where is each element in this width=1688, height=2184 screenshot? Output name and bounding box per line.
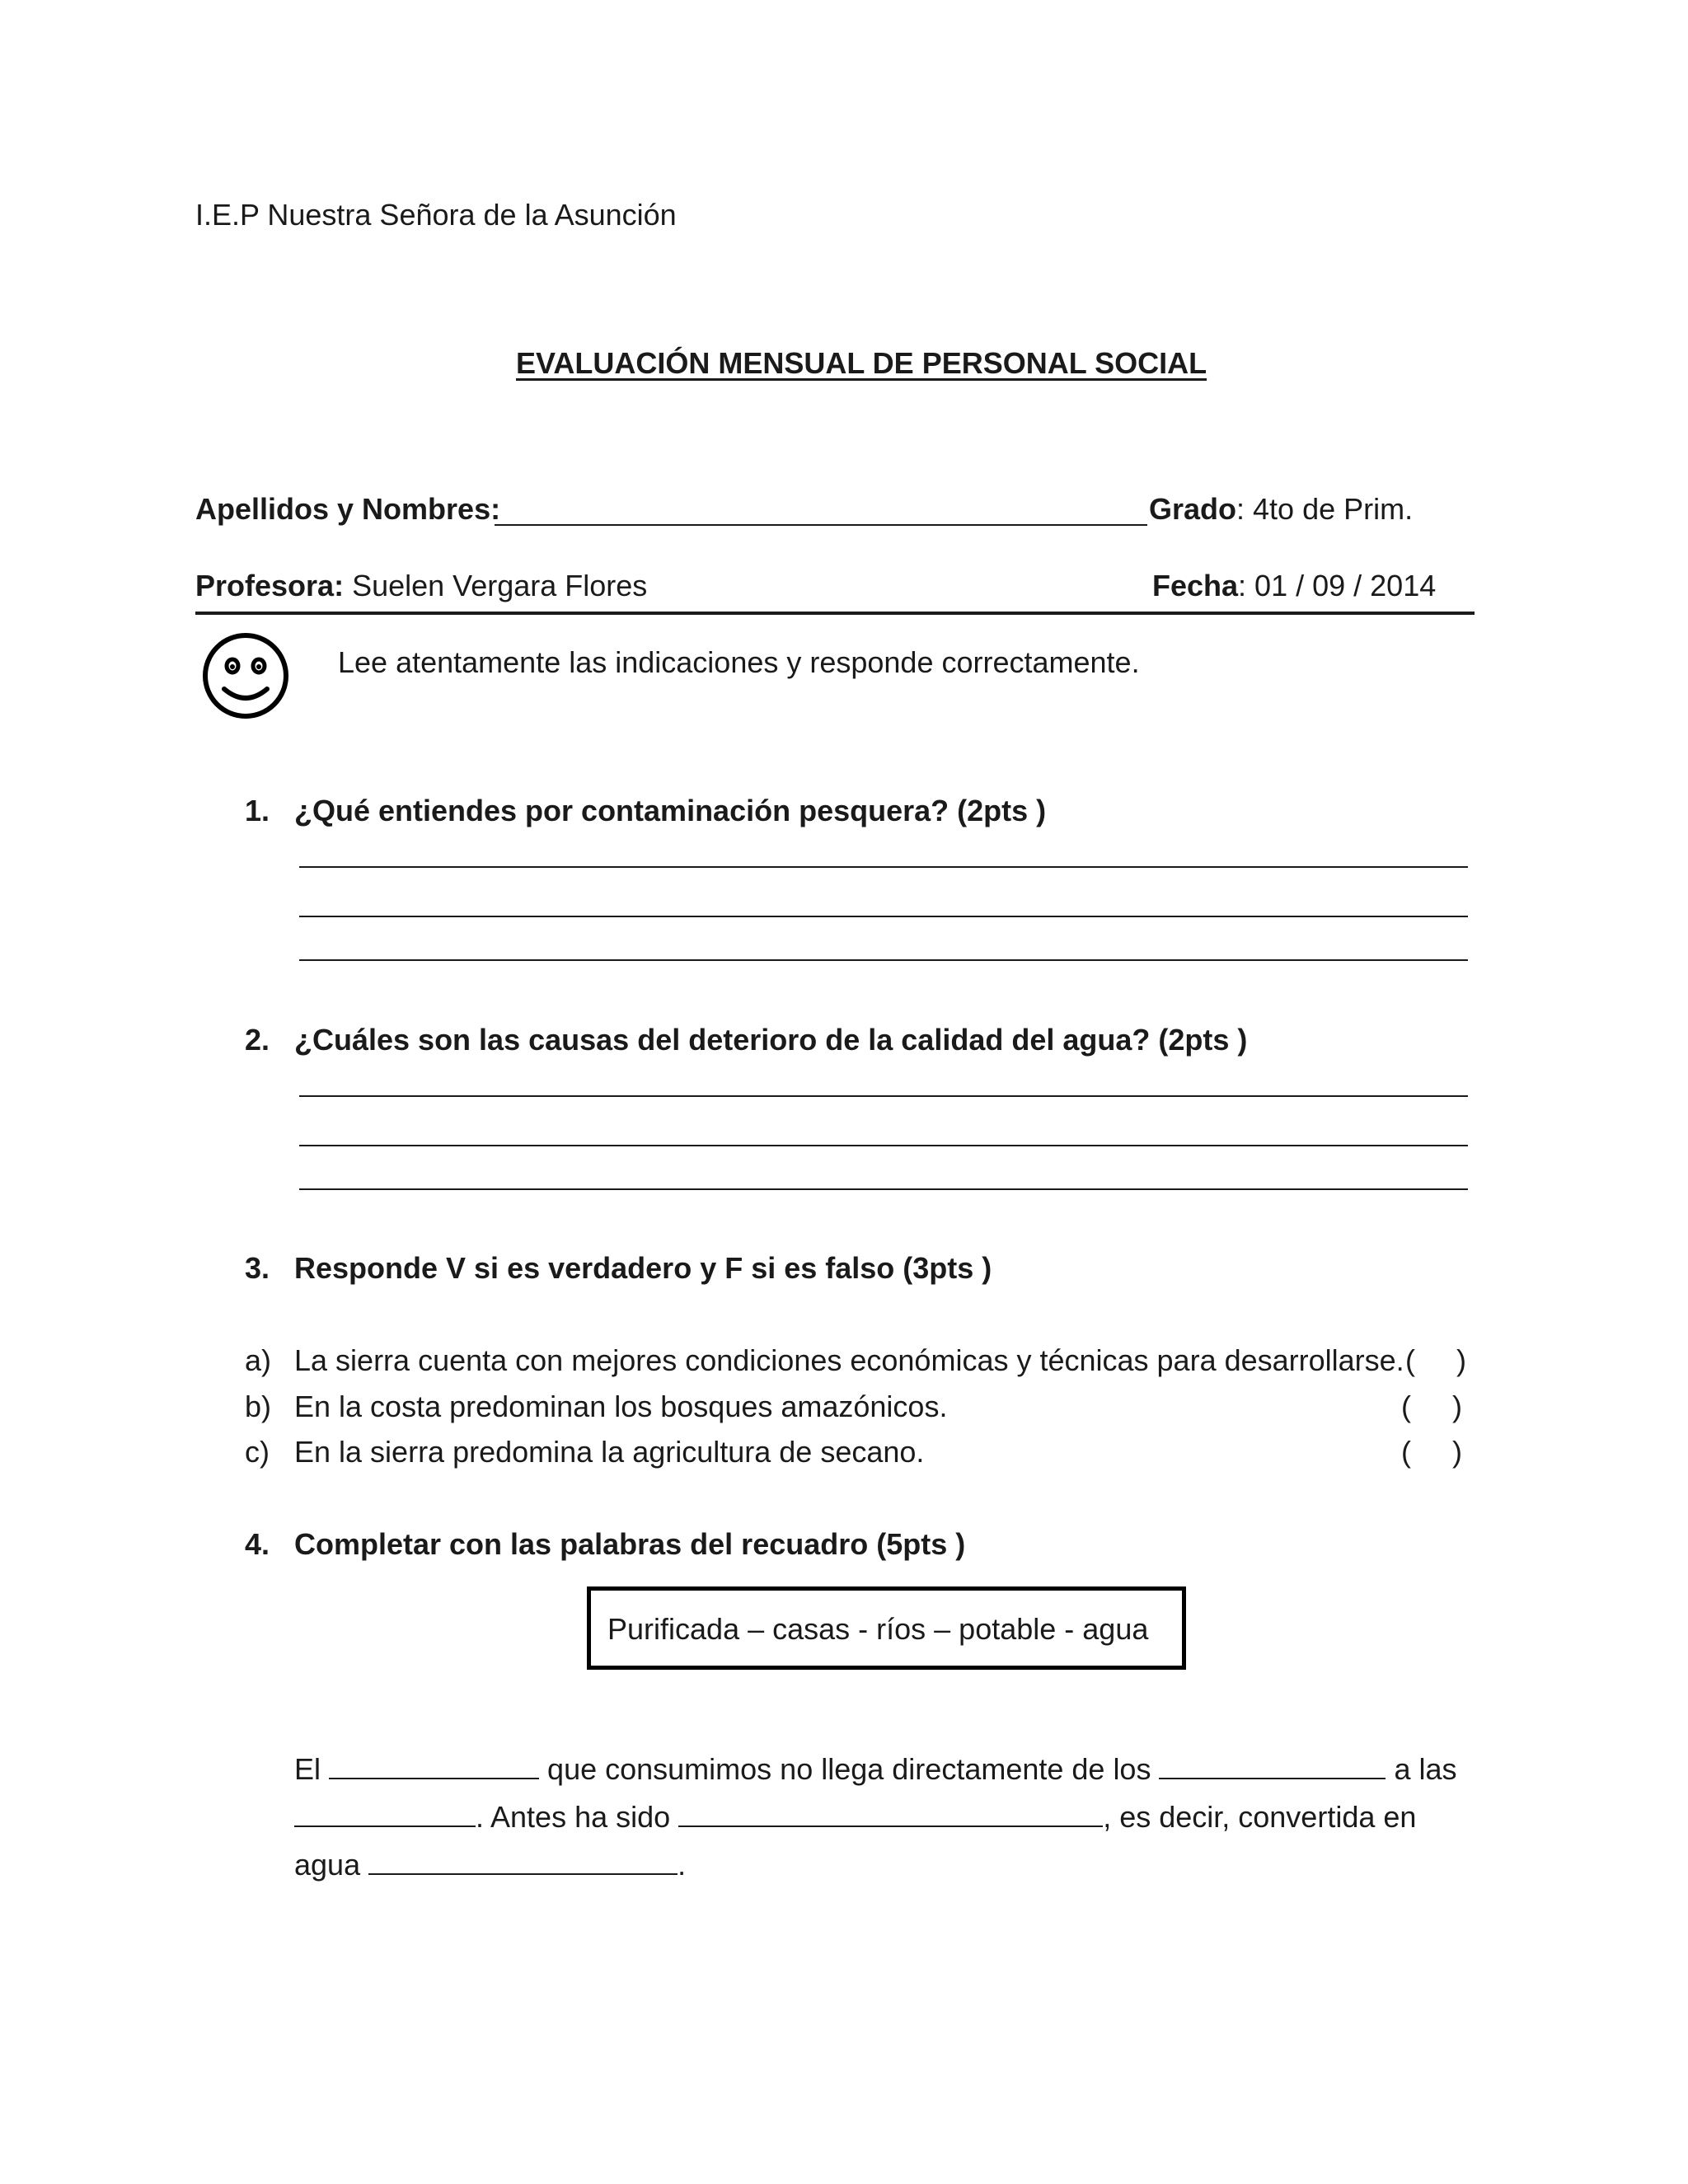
fill-text: El [294, 1752, 321, 1786]
exam-title: EVALUACIÓN MENSUAL DE PERSONAL SOCIAL [516, 346, 1207, 380]
question-1-number: 1. [245, 794, 270, 827]
school-name: I.E.P Nuestra Señora de la Asunción [195, 198, 677, 232]
answer-line[interactable] [299, 959, 1468, 961]
fill-paragraph [294, 1746, 1473, 1889]
tf-statement: La sierra cuenta con mejores condiciones económicas y técnicas para desarrollarse. [294, 1343, 1404, 1377]
question-2-number: 2. [245, 1023, 270, 1057]
question-4-text: Completar con las palabras del recuadro (5pts ) [294, 1527, 966, 1561]
date-label: Fecha [1152, 569, 1239, 602]
date-row [1152, 569, 1436, 603]
fill-blank[interactable] [368, 1849, 678, 1875]
smiley-icon [201, 631, 290, 720]
teacher-label: Profesora: [195, 569, 345, 602]
instructions-text: Lee atentamente las indicaciones y responde correctamente. [338, 645, 1140, 679]
fill-text: . Antes ha sido [476, 1800, 671, 1834]
tf-letter: c) [245, 1435, 270, 1469]
teacher-value: Suelen Vergara Flores [352, 569, 648, 602]
header-divider [195, 612, 1475, 615]
date-value: : 01 / 09 / 2014 [1238, 569, 1437, 602]
question-4-number: 4. [245, 1527, 270, 1561]
name-field[interactable] [495, 524, 1147, 526]
question-3-number: 3. [245, 1251, 270, 1285]
fill-text: agua [294, 1848, 361, 1882]
tf-answer-box[interactable]: ( ) [1405, 1343, 1466, 1377]
tf-letter: b) [245, 1390, 272, 1423]
fill-blank[interactable] [678, 1801, 1103, 1827]
tf-letter: a) [245, 1343, 272, 1377]
name-label: Apellidos y Nombres: [195, 492, 501, 526]
word-box-text: Purificada – casas - ríos – potable - agua [607, 1612, 1149, 1646]
fill-blank[interactable] [1159, 1753, 1386, 1779]
fill-text: que consumimos no llega directamente de los [547, 1752, 1151, 1786]
fill-text: a las [1394, 1752, 1457, 1786]
question-3-text: Responde V si es verdadero y F si es falso (3pts ) [294, 1251, 992, 1285]
word-box [587, 1586, 1186, 1670]
grade-value: : 4to de Prim. [1236, 492, 1414, 526]
fill-blank[interactable] [294, 1801, 476, 1827]
tf-statement: En la costa predominan los bosques amazónicos. [294, 1390, 948, 1423]
grade-label: Grado [1149, 492, 1237, 526]
fill-text: . [678, 1848, 687, 1882]
answer-line[interactable] [299, 866, 1468, 868]
tf-answer-box[interactable]: ( ) [1401, 1435, 1462, 1469]
teacher-row [195, 569, 647, 603]
answer-line[interactable] [299, 916, 1468, 917]
question-2-text: ¿Cuáles son las causas del deterioro de la calidad del agua? (2pts ) [294, 1023, 1248, 1057]
question-1-text: ¿Qué entiendes por contaminación pesquera? (2pts ) [294, 794, 1047, 827]
tf-answer-box[interactable]: ( ) [1401, 1390, 1462, 1423]
grade-row [1149, 492, 1413, 527]
fill-text: , es decir, convertida en [1103, 1800, 1417, 1834]
answer-line[interactable] [299, 1145, 1468, 1146]
answer-line[interactable] [299, 1095, 1468, 1097]
tf-statement: En la sierra predomina la agricultura de secano. [294, 1435, 925, 1469]
answer-line[interactable] [299, 1188, 1468, 1190]
fill-blank[interactable] [329, 1753, 539, 1779]
